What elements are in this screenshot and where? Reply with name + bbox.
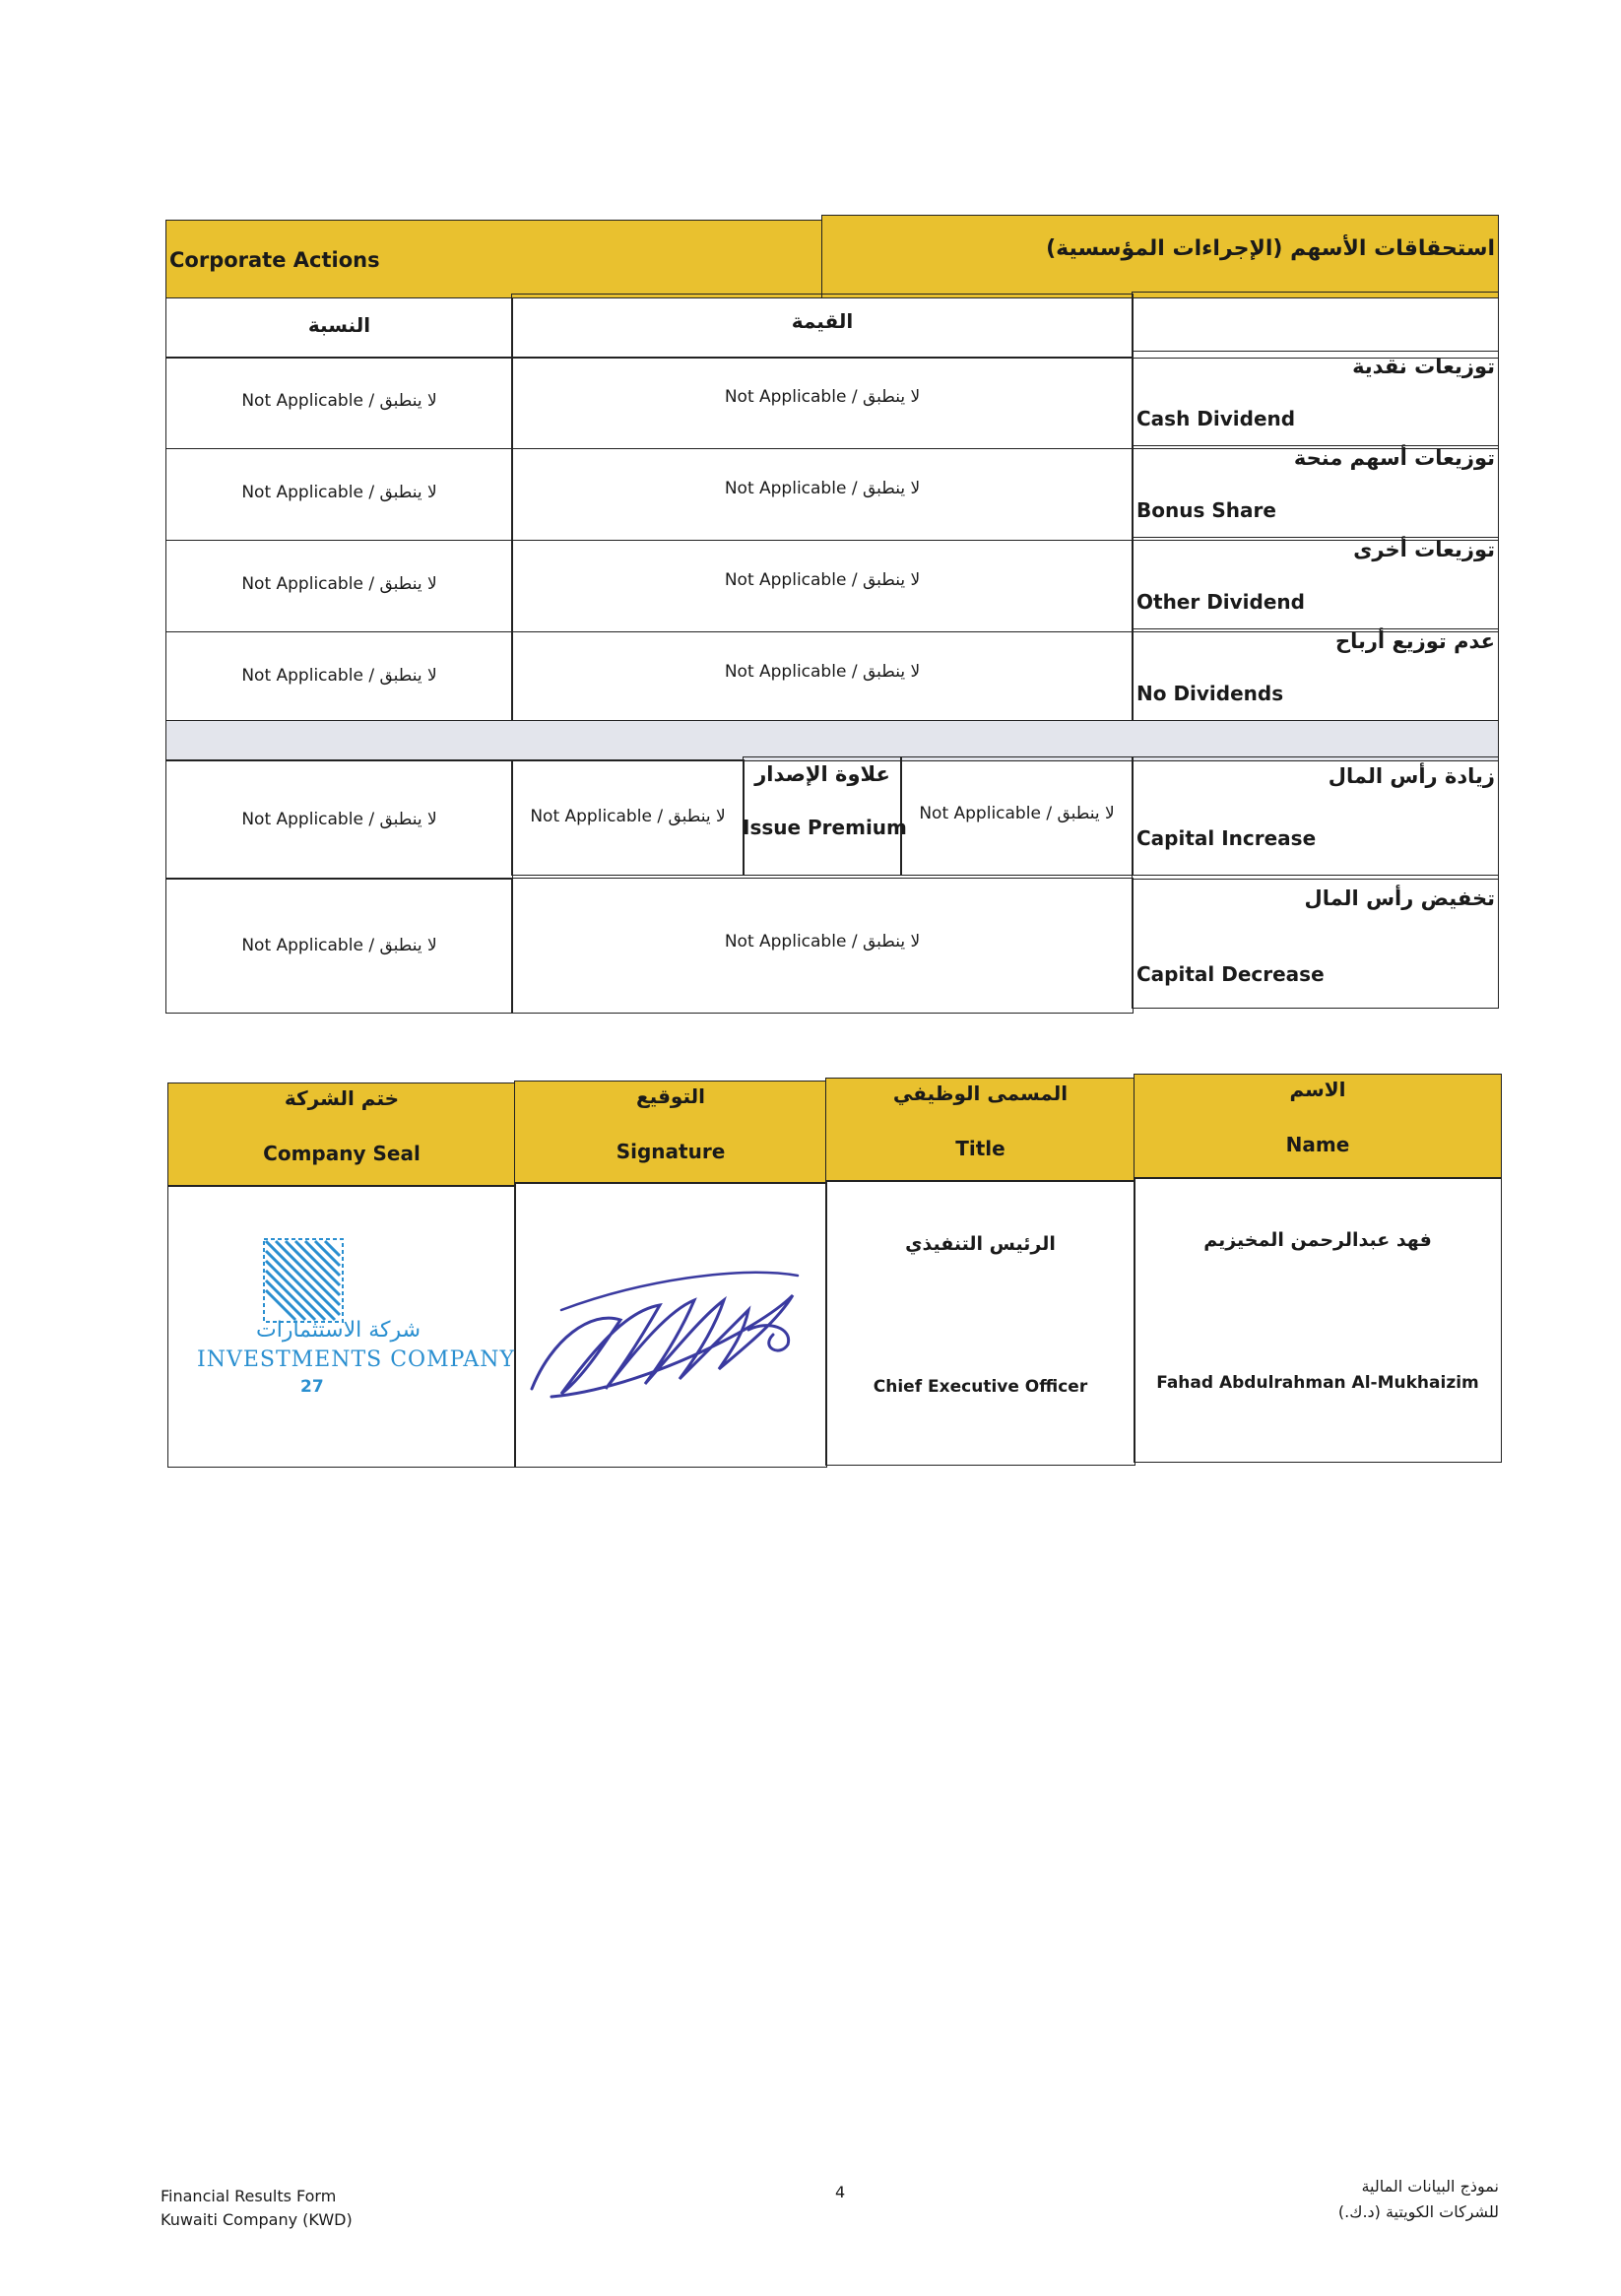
other-dividend-value: Not Applicable / لا ينطبق [724, 570, 921, 590]
issue-premium-label-en: Issue Premium [743, 816, 907, 839]
seal-header-ar: ختم الشركة [284, 1086, 400, 1110]
signature-header-en: Signature [616, 1140, 726, 1163]
col-header-ratio: النسبة [307, 313, 371, 337]
issue-premium-label-ar: علاوة الإصدار [754, 762, 890, 786]
other-dividend-label-en: Other Dividend [1136, 590, 1305, 614]
capital-decrease-value: Not Applicable / لا ينطبق [724, 932, 921, 951]
cash-dividend-label-ar: توزيعات نقدية [1352, 355, 1495, 378]
bonus-share-ratio: Not Applicable / لا ينطبق [241, 483, 437, 502]
other-dividend-label-ar: توزيعات أخرى [1353, 538, 1495, 561]
signatory-name-en: Fahad Abdulrahman Al-Mukhaizim [1156, 1373, 1479, 1393]
cash-dividend-ratio: Not Applicable / لا ينطبق [241, 391, 437, 411]
capital-increase-ratio: Not Applicable / لا ينطبق [241, 810, 437, 829]
signatory-title-ar: الرئيس التنفيذي [905, 1233, 1056, 1255]
bonus-share-label-ar: توزيعات أسهم منحة [1293, 446, 1495, 470]
bonus-share-value: Not Applicable / لا ينطبق [724, 479, 921, 498]
footer-right-line2: للشركات الكويتية (د.ك.) [1337, 2202, 1499, 2221]
company-seal-stamp [197, 1231, 522, 1409]
handwritten-signature [522, 1251, 817, 1409]
title-header-ar: المسمى الوظيفي [892, 1082, 1069, 1105]
col-header-value: القيمة [791, 309, 854, 333]
cash-dividend-value: Not Applicable / لا ينطبق [724, 387, 921, 407]
footer-right-line1: نموذج البيانات المالية [1361, 2177, 1499, 2196]
seal-header-en: Company Seal [263, 1142, 421, 1165]
seal-text-en: INVESTMENTS COMPANY [197, 1347, 516, 1372]
name-header-en: Name [1285, 1133, 1350, 1156]
capital-increase-label-en: Capital Increase [1136, 826, 1317, 850]
bonus-share-label-en: Bonus Share [1136, 498, 1276, 522]
capital-increase-premium-value: Not Applicable / لا ينطبق [530, 807, 726, 826]
capital-decrease-ratio: Not Applicable / لا ينطبق [241, 936, 437, 955]
name-header-ar: الاسم [1289, 1078, 1346, 1101]
no-dividends-label-en: No Dividends [1136, 682, 1284, 705]
signatory-title-en: Chief Executive Officer [873, 1377, 1088, 1397]
cash-dividend-label-en: Cash Dividend [1136, 407, 1296, 430]
signature-header-ar: التوقيع [636, 1084, 705, 1108]
signatory-name-ar: فهد عبدالرحمن المخيزيم [1203, 1229, 1432, 1251]
seal-text-ar: شركة الاستثمارات [256, 1318, 421, 1343]
corporate-actions-title-en: Corporate Actions [169, 248, 380, 272]
seal-number: 27 [300, 1377, 324, 1397]
capital-increase-value: Not Applicable / لا ينطبق [919, 804, 1115, 823]
title-header-en: Title [955, 1137, 1005, 1160]
capital-decrease-label-ar: تخفيض رأس المال [1304, 886, 1495, 910]
col-header-blank-cell [1132, 292, 1499, 359]
capital-increase-label-ar: زيادة رأس المال [1328, 764, 1495, 788]
no-dividends-value: Not Applicable / لا ينطبق [724, 662, 921, 682]
no-dividends-label-ar: عدم توزيع أرباح [1334, 629, 1495, 653]
name-cell [1134, 1177, 1502, 1463]
separator-band [165, 720, 1499, 761]
footer-left-line1: Financial Results Form [161, 2187, 337, 2205]
corporate-actions-title-ar: استحقاقات الأسهم (الإجراءات المؤسسية) [1046, 236, 1495, 261]
no-dividends-ratio: Not Applicable / لا ينطبق [241, 666, 437, 686]
other-dividend-ratio: Not Applicable / لا ينطبق [241, 574, 437, 594]
page-number: 4 [835, 2183, 846, 2201]
capital-decrease-label-en: Capital Decrease [1136, 962, 1325, 986]
title-cell [825, 1180, 1135, 1466]
footer-left-line2: Kuwaiti Company (KWD) [161, 2210, 353, 2229]
